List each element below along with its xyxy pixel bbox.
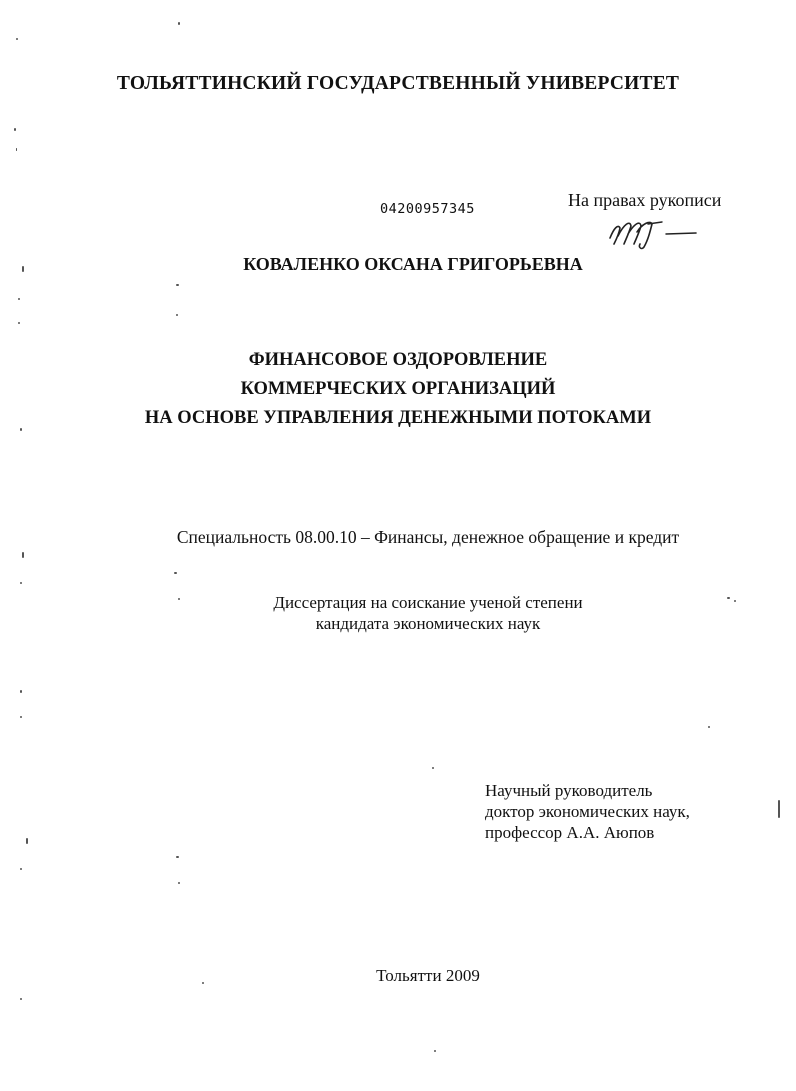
supervisor-line: доктор экономических наук, bbox=[485, 802, 690, 821]
scan-speck bbox=[14, 128, 16, 131]
scan-speck bbox=[20, 582, 22, 584]
scan-speck bbox=[22, 266, 24, 272]
supervisor-block bbox=[485, 780, 690, 843]
scan-speck bbox=[20, 428, 22, 431]
scan-speck bbox=[174, 572, 177, 574]
scan-speck bbox=[18, 298, 20, 300]
scan-speck bbox=[178, 22, 180, 25]
scan-speck bbox=[178, 598, 180, 600]
degree-line: кандидата экономических наук bbox=[315, 614, 541, 633]
specialty: Специальность 08.00.10 – Финансы, денежное обращение и кредит bbox=[176, 527, 680, 547]
university-name: ТОЛЬЯТТИНСКИЙ ГОСУДАРСТВЕННЫЙ УНИВЕРСИТЕТ bbox=[116, 73, 680, 94]
title-line: ФИНАНСОВОЕ ОЗДОРОВЛЕНИЕ bbox=[248, 350, 548, 370]
scan-speck bbox=[176, 314, 178, 316]
manuscript-rights-note: На правах рукописи bbox=[568, 190, 722, 210]
scan-speck bbox=[20, 868, 22, 870]
scan-speck bbox=[778, 800, 780, 818]
scan-speck bbox=[178, 882, 180, 884]
scan-speck bbox=[16, 38, 18, 40]
scan-speck bbox=[20, 690, 22, 693]
author-name: КОВАЛЕНКО ОКСАНА ГРИГОРЬЕВНА bbox=[243, 254, 583, 274]
scan-speck bbox=[176, 856, 179, 858]
scan-speck bbox=[434, 1050, 436, 1052]
scan-speck bbox=[20, 716, 22, 718]
scan-speck bbox=[18, 322, 20, 324]
degree-line: Диссертация на соискание ученой степени bbox=[273, 593, 583, 612]
city-year: Тольятти 2009 bbox=[376, 966, 480, 985]
scan-speck bbox=[16, 148, 17, 151]
scan-speck bbox=[734, 600, 736, 602]
title-line: КОММЕРЧЕСКИХ ОРГАНИЗАЦИЙ bbox=[240, 379, 556, 399]
scan-speck bbox=[432, 767, 434, 769]
scan-speck bbox=[727, 597, 730, 599]
document-number: 04200957345 bbox=[380, 201, 475, 217]
scan-speck bbox=[176, 284, 179, 286]
supervisor-line: Научный руководитель bbox=[485, 781, 653, 800]
scan-speck bbox=[202, 982, 204, 984]
scan-speck bbox=[22, 552, 24, 558]
title-line: НА ОСНОВЕ УПРАВЛЕНИЯ ДЕНЕЖНЫМИ ПОТОКАМИ bbox=[144, 408, 652, 428]
dissertation-title bbox=[0, 346, 796, 433]
scan-speck bbox=[20, 998, 22, 1000]
degree-statement bbox=[0, 592, 796, 634]
scan-speck bbox=[26, 838, 28, 844]
supervisor-line: профессор А.А. Аюпов bbox=[485, 823, 655, 842]
signature-icon bbox=[604, 214, 704, 250]
scan-speck bbox=[708, 726, 710, 728]
